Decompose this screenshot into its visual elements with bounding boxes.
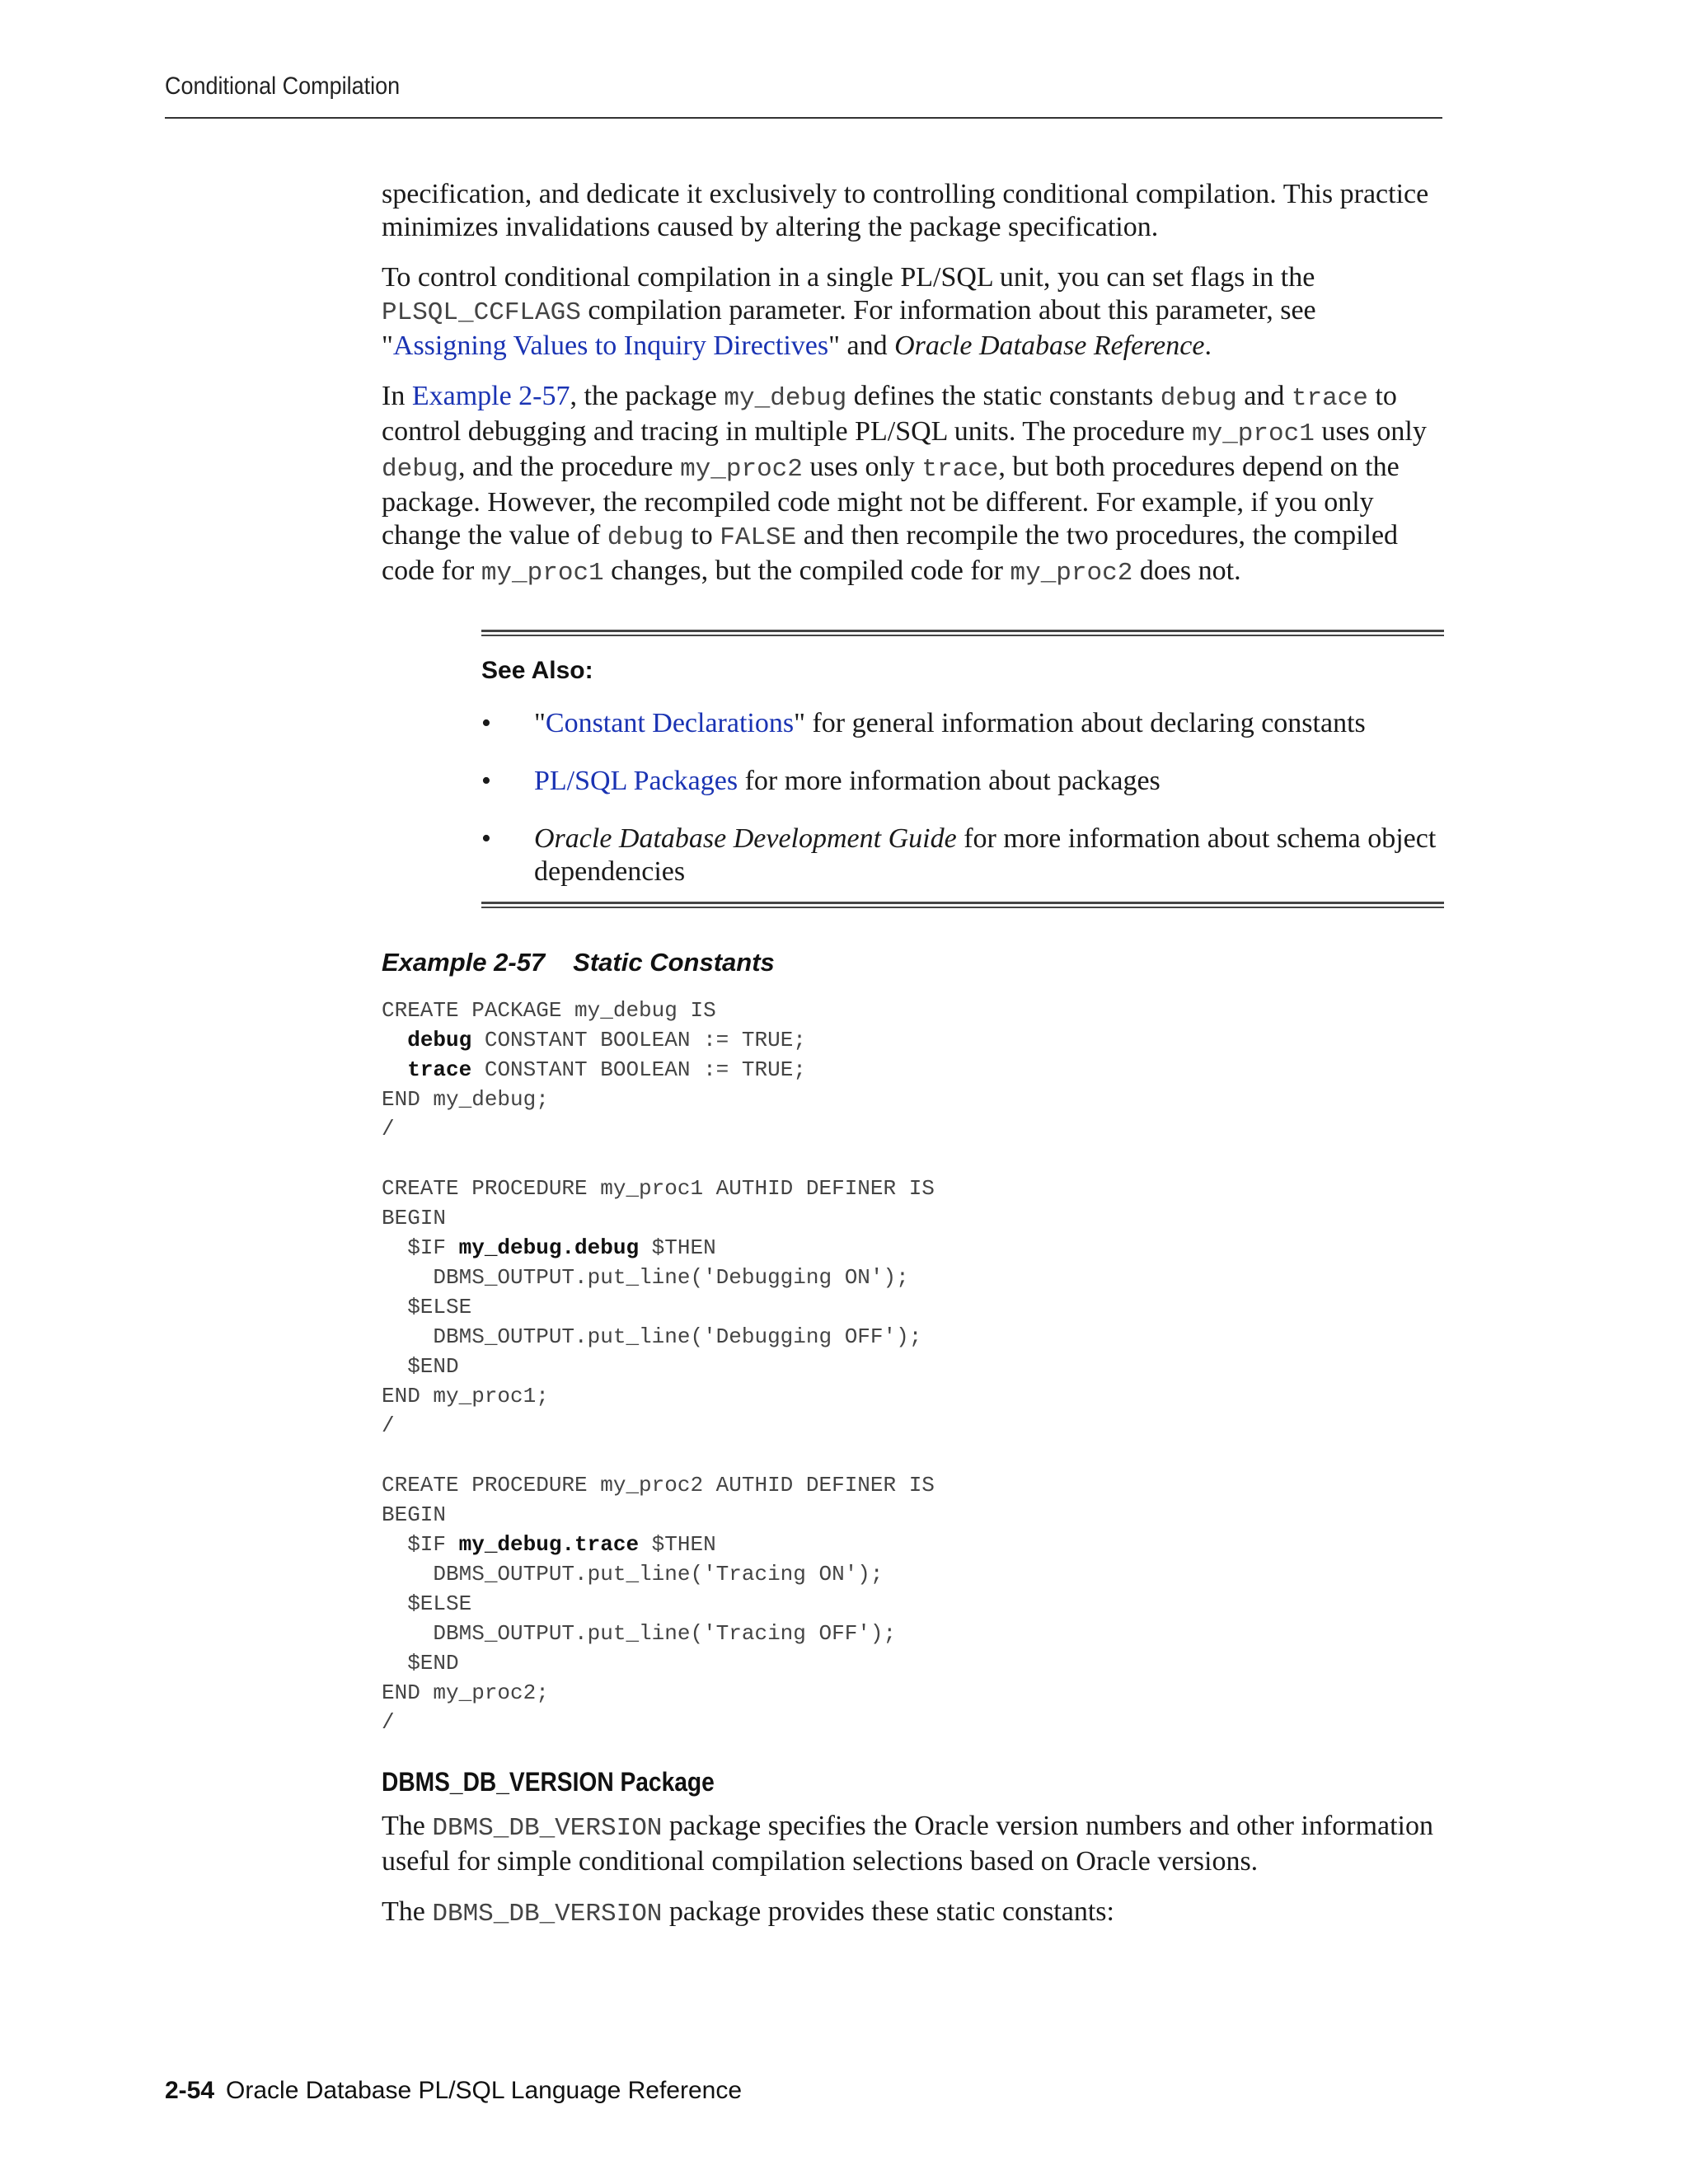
see-also-bottom-rule	[481, 902, 1444, 908]
paragraph-static-constants: The DBMS_DB_VERSION package provides these static constants:	[382, 1896, 1114, 1929]
paragraph-continuation: specification, and dedicate it exclusively to controlling conditional compilation. This practice minimizes invalidations caused by altering the package specification.	[382, 179, 1429, 242]
see-also-item: • "Constant Declarations" for general information about declaring constants	[481, 708, 1366, 738]
see-also-list	[481, 707, 1444, 888]
see-also-top-rule	[481, 630, 1444, 636]
book-title: Oracle Database PL/SQL Language Reference	[226, 2077, 743, 2104]
running-head: Conditional Compilation	[165, 73, 401, 100]
link-constant-declarations[interactable]: Constant Declarations	[545, 708, 795, 738]
header-rule	[165, 117, 1442, 119]
book-title-db-reference: Oracle Database Reference	[894, 330, 1205, 361]
see-also-title: See Also:	[481, 657, 593, 684]
paragraph-ccflags: To control conditional compilation in a single PL/SQL unit, you can set flags in the PLSQL_CCFLAGS compilation parameter. For information about this parameter, see "Assigning Values to Inquiry Directives" and Oracle Database Reference.	[382, 262, 1316, 361]
section-heading: DBMS_DB_VERSION Package	[382, 1767, 715, 1797]
see-also-item: • Oracle Database Development Guide for more information about schema object dependencies	[481, 823, 1437, 887]
link-plsql-packages[interactable]: PL/SQL Packages	[534, 766, 738, 796]
page-footer	[165, 2077, 742, 2105]
book-title-dev-guide: Oracle Database Development Guide	[534, 823, 957, 854]
paragraph-dbms-db-version: The DBMS_DB_VERSION package specifies the Oracle version numbers and other information useful for simple conditional compilation selections based on Oracle versions.	[382, 1811, 1434, 1877]
link-assigning-values[interactable]: Assigning Values to Inquiry Directives	[392, 330, 829, 361]
bullet-icon: •	[481, 766, 491, 796]
bullet-icon: •	[481, 823, 491, 854]
page-number: 2-54	[165, 2077, 215, 2104]
code-plsql-ccflags: PLSQL_CCFLAGS	[382, 298, 581, 327]
see-also-box	[481, 630, 1444, 908]
example-title	[382, 946, 1445, 979]
code-example: CREATE PACKAGE my_debug IS debug CONSTANT BOOLEAN := TRUE; trace CONSTANT BOOLEAN := TRUE; END my_debug; / CREATE PROCEDURE my_proc1 AUTHID DEFINER IS BEGIN $IF my_debug.debug $THEN DBMS_OUTPUT.put_line('Debugging ON'); $ELSE DBMS_OUTPUT.put_line('Debugging OFF'); $END END my_proc1; / CREATE PROCEDURE my_proc2 AUTHID DEFINER IS BEGIN $IF my_debug.trace $THEN DBMS_OUTPUT.put_line('Tracing ON'); $ELSE DBMS_OUTPUT.put_line('Tracing OFF'); $END END my_proc2; /	[382, 998, 935, 1735]
bullet-icon: •	[481, 708, 491, 738]
see-also-item: • PL/SQL Packages for more information about packages	[481, 766, 1160, 796]
example-name: Static Constants	[573, 948, 775, 977]
example-label: Example 2-57	[382, 948, 546, 977]
page-body	[382, 178, 1445, 1948]
link-example-2-57[interactable]: Example 2-57	[411, 381, 570, 411]
paragraph-example-intro: In Example 2-57, the package my_debug defines the static constants debug and trace to control debugging and tracing in multiple PL/SQL units. The procedure my_proc1 uses only debug, and the procedure my_proc2 uses only trace, but both procedures depend on the package. However, the recompiled code might not be different. For example, if you only change the value of debug to FALSE and then recompile the two procedures, the compiled code for my_proc1 changes, but the compiled code for my_proc2 does not.	[382, 381, 1427, 588]
